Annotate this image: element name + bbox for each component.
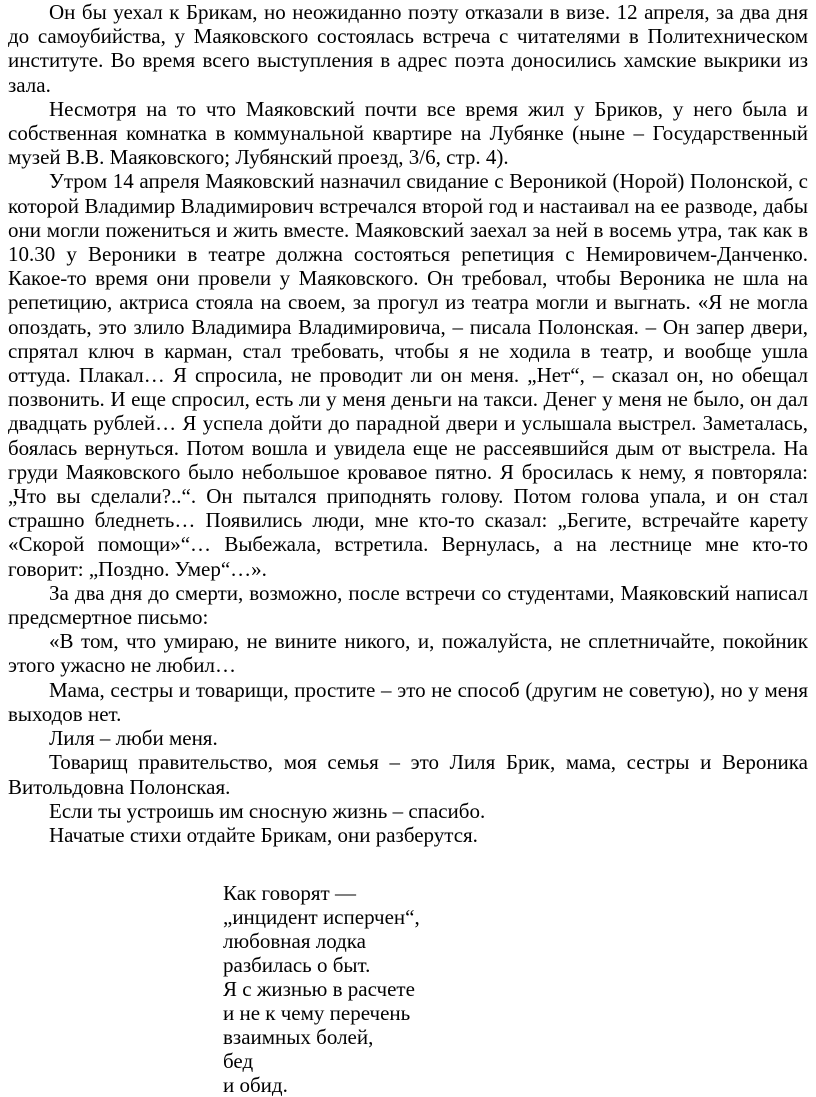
poem-line: разбилась о быт. xyxy=(223,953,371,978)
poem-line: любовная лодка xyxy=(223,929,367,954)
poem-line: Я с жизнью в расчете xyxy=(223,977,415,1002)
paragraph-lubyanka-room: Несмотря на то что Маяковский почти все время жил у Бриков, у него была и собственная комнатка в коммунальной квартире на Лубянке (ныне – Государственный музей В.В. Маяковского; Лубянский проезд, 3/6, стр. 4). xyxy=(8,96,808,170)
paragraph-note-mother-sisters: Мама, сестры и товарищи, простите – это не способ (другим не советую), но у меня выходов нет. xyxy=(8,677,808,726)
paragraph-note-blame-no-one: «В том, что умираю, не вините никого, и, пожалуйста, не сплетничайте, покойник этого ужасно не любил… xyxy=(8,629,808,678)
paragraph-note-government: Товарищ правительство, моя семья – это Лиля Брик, мама, сестры и Вероника Витольдовна Полонская. xyxy=(8,750,808,799)
paragraph-visa-refusal: Он бы уехал к Брикам, но неожиданно поэту отказали в визе. 12 апреля, за два дня до самоубийства, у Маяковского состоялась встреча с читателями в Политехническом институте. Во время всего выступления в адрес поэта доносились хамские выкрики из зала. xyxy=(8,0,808,97)
poem-block xyxy=(223,881,808,1097)
poem-line: взаимных болей, xyxy=(223,1025,374,1050)
poem-line: бед xyxy=(223,1049,254,1074)
poem-line: Как говорят — xyxy=(223,881,356,906)
poem-line: и не к чему перечень xyxy=(223,1001,411,1026)
paragraph-suicide-note-intro: За два дня до смерти, возможно, после встречи со студентами, Маяковский написал предсмертное письмо: xyxy=(8,580,808,630)
paragraph-note-poems: Начатые стихи отдайте Брикам, они разберутся. xyxy=(49,822,478,847)
paragraph-note-thanks: Если ты устроишь им сносную жизнь – спасибо. xyxy=(49,798,486,823)
poem-line: и обид. xyxy=(223,1073,288,1097)
paragraph-note-lilya: Лиля – люби меня. xyxy=(49,726,218,751)
paragraph-april-14: Утром 14 апреля Маяковский назначил свидание с Вероникой (Норой) Полонской, с которой Владимир Владимирович встречался второй год и настаивал на ее разводе, дабы они могли пожениться и жить вместе. Маяковский заехал за ней в восемь утра, так как в 10.30 у Вероники в театре должна состояться репетиция с Немировичем-Данченко. Какое-то время они провели у Маяковского. Он требовал, чтобы Вероника не шла на репетицию, актриса стояла на своем, за прогул из театра могли и выгнать. «Я не могла опоздать, это злило Владимира Владимировича, – писала Полонская. – Он запер двери, спрятал ключ в карман, стал требовать, чтобы я не ходила в театр, и вообще ушла оттуда. Плакал… Я спросила, не проводит ли он меня. „Нет“, – сказал он, но обещал позвонить. И еще спросил, есть ли у меня деньги на такси. Денег у меня не было, он дал двадцать рублей… Я успела дойти до парадной двери и услышала выстрел. Заметалась, боялась вернуться. Потом вошла и увидела еще не рассеявшийся дым от выстрела. На груди Маяковского было небольшое кровавое пятно. Я бросилась к нему, я повторяла: „Что вы сделали?..“. Он пытался приподнять голову. Потом голова упала, и он стал страшно бледнеть… Появились люди, мне кто-то сказал: „Бегите, встречайте карету «Скорой помощи»“… Выбежала, встретила. Вернулась, а на лестнице мне кто-то говорит: „Поздно. Умер“…». xyxy=(8,169,808,581)
poem-line: „инцидент исперчен“, xyxy=(223,905,420,930)
